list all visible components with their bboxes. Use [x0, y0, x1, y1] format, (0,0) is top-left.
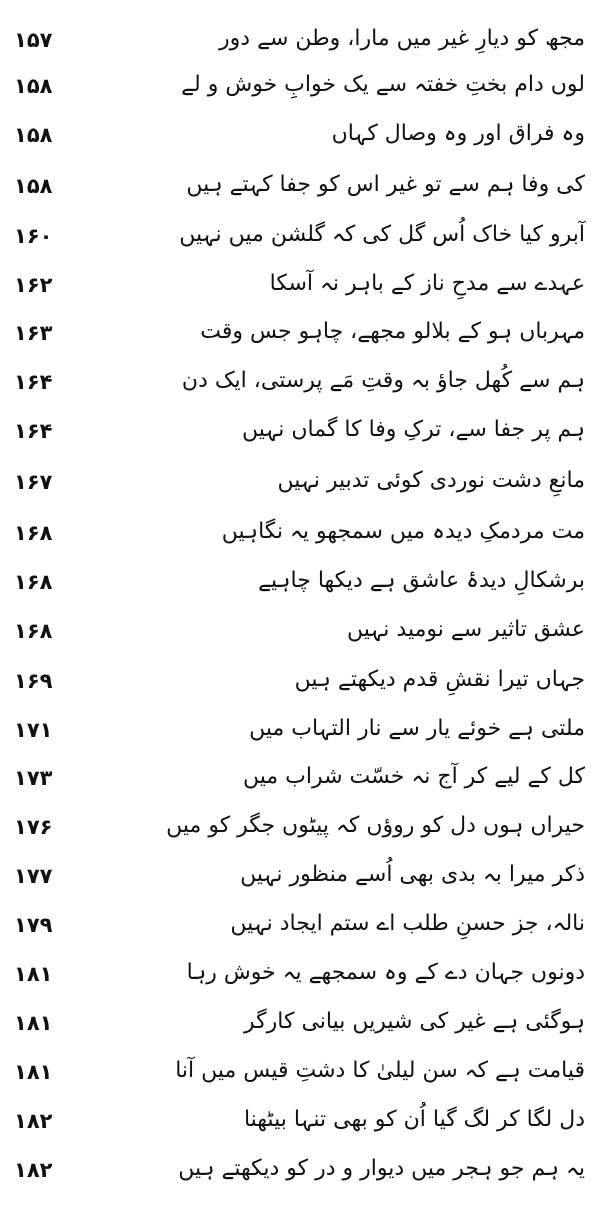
entry-title: کل کے لیے کر آج نہ خسّت شراب میں — [242, 764, 585, 789]
entry-title: قیامت ہے کہ سن لیلیٰ کا دشتِ قیس میں آنا — [175, 1058, 585, 1083]
entry-title: ہم پر جفا سے، ترکِ وفا کا گماں نہیں — [241, 417, 585, 442]
toc-entry — [0, 160, 600, 210]
toc-entry — [0, 997, 600, 1047]
toc-entry — [0, 405, 600, 455]
entry-title: ہوگئی ہے غیر کی شیریں بیانی کارگر — [244, 1009, 585, 1034]
page-number: ۱۶۸ — [14, 521, 53, 545]
page-number: ۱۵۸ — [14, 174, 53, 198]
entry-title: لوں دام بختِ خفتہ سے یک خوابِ خوش و لے — [181, 72, 585, 97]
entry-title: عہدے سے مدحِ ناز کے باہر نہ آسکا — [269, 271, 585, 296]
page-number: ۱۸۱ — [14, 1060, 53, 1084]
page-number: ۱۶۹ — [14, 669, 53, 693]
entry-title: مانعِ دشت نوردی کوئی تدبیر نہیں — [277, 468, 585, 493]
page-number: ۱۶۴ — [14, 419, 53, 443]
entry-title: ہم سے کُھل جاؤ بہ وقتِ مَے پرستی، ایک دن — [181, 368, 585, 393]
page-number: ۱۶۳ — [14, 321, 53, 345]
toc-entry — [0, 605, 600, 655]
toc-entry — [0, 556, 600, 606]
toc-entry — [0, 704, 600, 754]
entry-title: برشکالِ دیدۂ عاشق ہے دیکھا چاہیے — [258, 568, 585, 593]
toc-entry — [0, 307, 600, 357]
entry-title: عشق تاثیر سے نومید نہیں — [347, 617, 585, 642]
page-number: ۱۸۱ — [14, 1011, 53, 1035]
page-number: ۱۶۴ — [14, 370, 53, 394]
toc-entry — [0, 259, 600, 309]
entry-title: مت مردمکِ دیدہ میں سمجھو یہ نگاہیں — [221, 519, 585, 544]
toc-entry — [0, 14, 600, 64]
page-number: ۱۷۱ — [14, 718, 53, 742]
toc-entry — [0, 1144, 600, 1194]
entry-title: وہ فراق اور وہ وصال کہاں — [331, 121, 585, 146]
page-number: ۱۵۸ — [14, 74, 53, 98]
toc-entry — [0, 456, 600, 506]
page-number: ۱۷۳ — [14, 766, 53, 790]
toc-entry — [0, 850, 600, 900]
entry-title: مجھ کو دیارِ غیر میں مارا، وطن سے دور — [219, 26, 585, 51]
entry-title: ملتی ہے خوئے یار سے نار التہاب میں — [249, 716, 585, 741]
toc-entry — [0, 356, 600, 406]
page-number: ۱۷۷ — [14, 864, 53, 888]
page-number: ۱۸۱ — [14, 962, 53, 986]
toc-entry — [0, 752, 600, 802]
page-number: ۱۷۹ — [14, 913, 53, 937]
entry-title: مہرباں ہو کے بلالو مجھے، چاہو جس وقت — [200, 319, 585, 344]
toc-entry — [0, 1046, 600, 1096]
entry-title: آبرو کیا خاک اُس گل کی کہ گلشن میں نہیں — [179, 222, 585, 247]
page-number: ۱۸۲ — [14, 1158, 53, 1182]
page-number: ۱۷۶ — [14, 815, 53, 839]
page-number: ۱۵۸ — [14, 123, 53, 147]
entry-title: نالہ، جز حسنِ طلب اے ستم ایجاد نہیں — [230, 911, 585, 936]
toc-entry — [0, 210, 600, 260]
toc-entry — [0, 1095, 600, 1145]
toc-entry — [0, 899, 600, 949]
toc-entry — [0, 60, 600, 110]
page-number: ۱۶۲ — [14, 273, 53, 297]
toc-entry — [0, 801, 600, 851]
entry-title: کی وفا ہم سے تو غیر اس کو جفا کہتے ہیں — [186, 172, 585, 197]
page-number: ۱۸۲ — [14, 1109, 53, 1133]
page-number: ۱۶۸ — [14, 619, 53, 643]
entry-title: یہ ہم جو ہجر میں دیوار و در کو دیکھتے ہیں — [178, 1156, 585, 1181]
page-number: ۱۵۷ — [14, 28, 53, 52]
toc-entry — [0, 655, 600, 705]
entry-title: دل لگا کر لگ گیا اُن کو بھی تنہا بیٹھنا — [243, 1107, 585, 1132]
toc-entry — [0, 109, 600, 159]
page-number: ۱۶۷ — [14, 470, 53, 494]
entry-title: ذکر میرا بہ بدی بھی اُسے منظور نہیں — [240, 862, 585, 887]
page-number: ۱۶۸ — [14, 570, 53, 594]
entry-title: حیراں ہوں دل کو روؤں کہ پیٹوں جگر کو میں — [166, 813, 585, 838]
toc-entry — [0, 948, 600, 998]
entry-title: جہاں تیرا نقشِ قدم دیکھتے ہیں — [294, 667, 585, 692]
toc-entry — [0, 507, 600, 557]
page-number: ۱۶۰ — [14, 224, 53, 248]
entry-title: دونوں جہان دے کے وہ سمجھے یہ خوش رہا — [186, 960, 585, 985]
